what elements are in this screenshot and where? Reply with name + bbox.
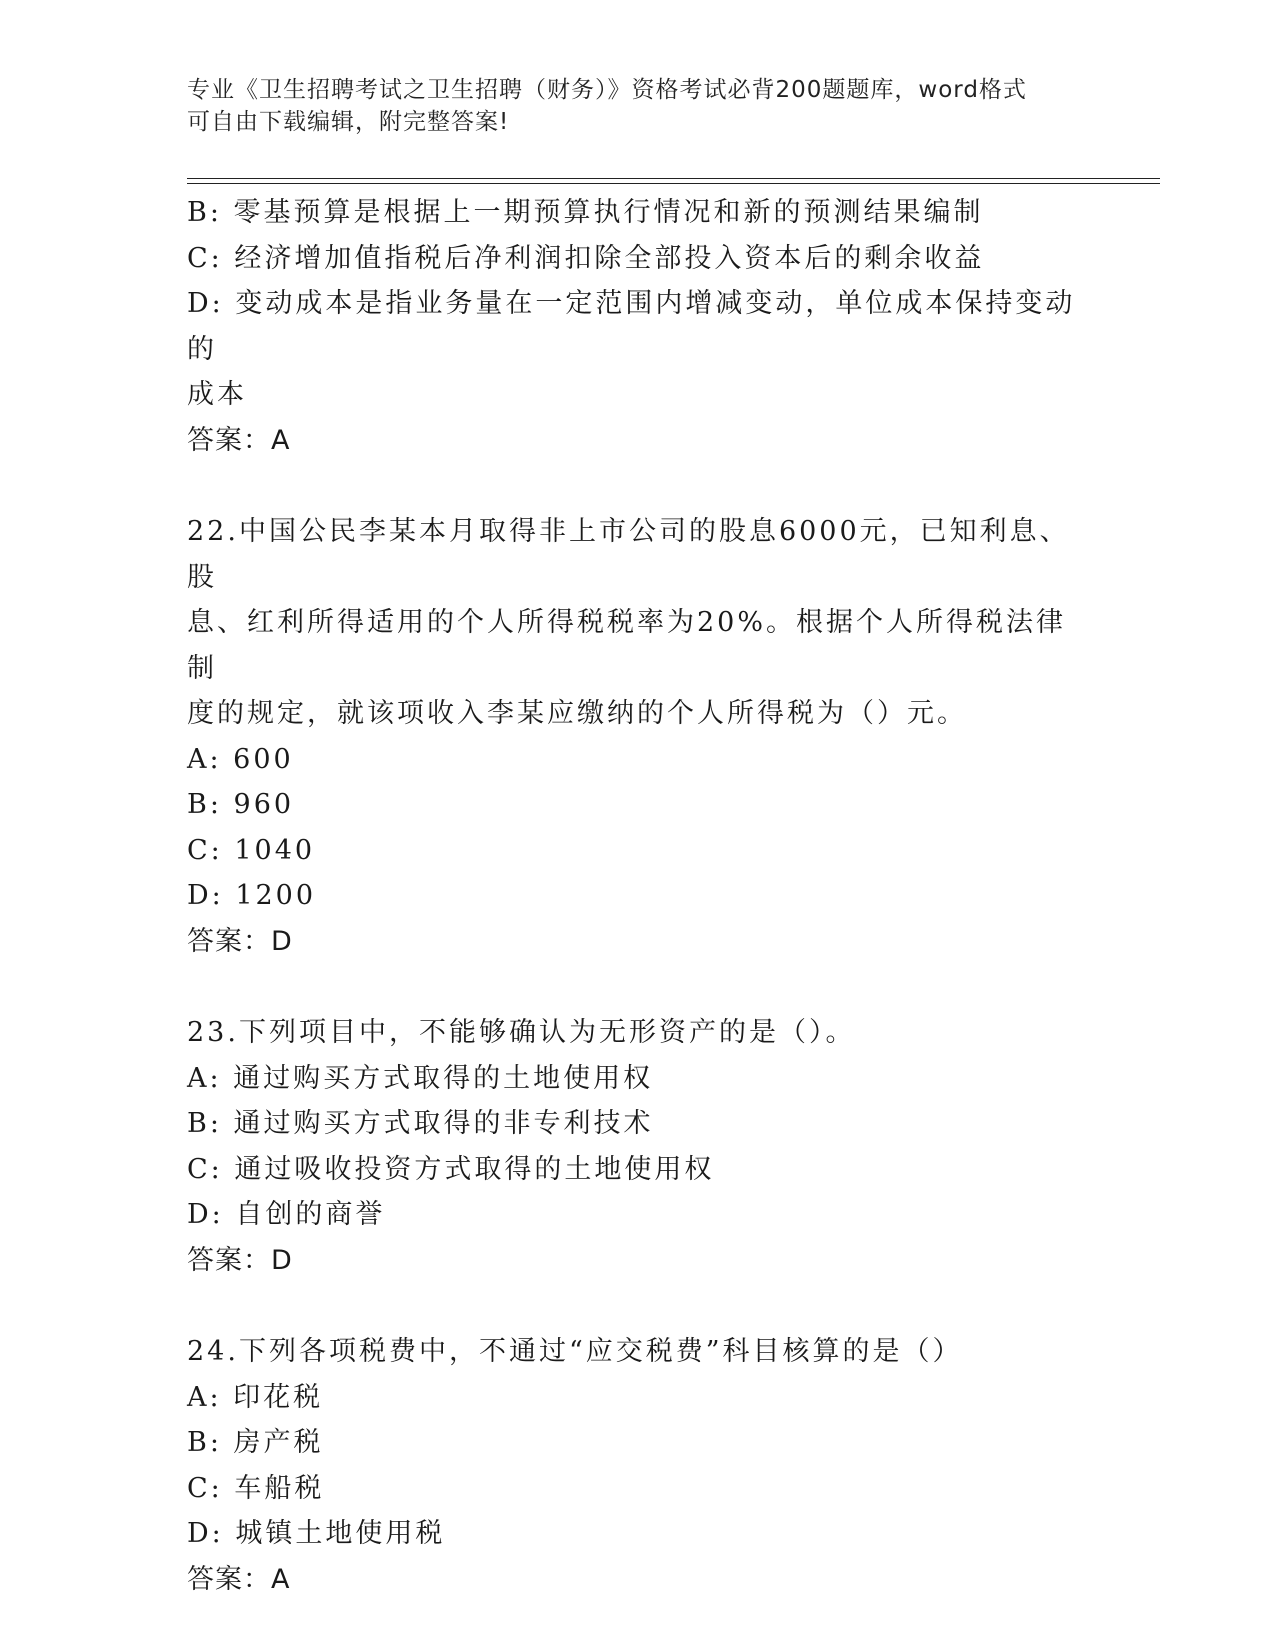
question-22 [187, 509, 1087, 964]
document-header [187, 74, 1077, 138]
question-content [187, 190, 1087, 1602]
option-d: D: 1200 [187, 880, 317, 911]
answer: 答案：D [187, 925, 293, 957]
question-stem: 度的规定，就该项收入李某应缴纳的个人所得税为（）元。 [187, 698, 967, 729]
option-d: D: 自创的商誉 [187, 1199, 386, 1230]
option-b: B: 房产税 [187, 1427, 324, 1458]
question-stem: 23.下列项目中，不能够确认为无形资产的是（）。 [187, 1017, 856, 1048]
answer: 答案：A [187, 1563, 291, 1595]
question-spacer [187, 463, 1087, 509]
question-stem: 22.中国公民李某本月取得非上市公司的股息6000元，已知利息、股 [187, 516, 1070, 593]
question-spacer [187, 964, 1087, 1010]
option-d: D: 变动成本是指业务量在一定范围内增减变动，单位成本保持变动的 [187, 288, 1076, 365]
question-24 [187, 1329, 1087, 1602]
option-c: C: 通过吸收投资方式取得的土地使用权 [187, 1153, 715, 1185]
option-b: B: 通过购买方式取得的非专利技术 [187, 1108, 654, 1139]
question-stem: 24.下列各项税费中，不通过“应交税费”科目核算的是（） [187, 1336, 963, 1367]
option-c: C: 经济增加值指税后净利润扣除全部投入资本后的剩余收益 [187, 242, 985, 274]
option-c: C: 车船税 [187, 1472, 325, 1504]
question-stem: 息、红利所得适用的个人所得税税率为20%。根据个人所得税法律制 [187, 607, 1067, 684]
option-a: A: 印花税 [187, 1381, 324, 1413]
answer: 答案：D [187, 1244, 293, 1276]
option-b: B: 960 [187, 789, 295, 820]
option-a: A: 600 [187, 743, 294, 775]
header-title-line-2: 可自由下载编辑，附完整答案! [187, 109, 510, 135]
question-spacer [187, 1283, 1087, 1329]
option-d-continued: 成本 [187, 379, 247, 410]
question-23 [187, 1010, 1087, 1283]
option-b: B: 零基预算是根据上一期预算执行情况和新的预测结果编制 [187, 197, 984, 228]
header-title-line-1: 专业《卫生招聘考试之卫生招聘（财务）》资格考试必背200题题库，word格式 [187, 77, 1027, 103]
option-a: A: 通过购买方式取得的土地使用权 [187, 1062, 654, 1094]
option-d: D: 城镇土地使用税 [187, 1518, 446, 1549]
answer: 答案：A [187, 424, 291, 456]
question-21-continued [187, 190, 1087, 463]
header-divider [187, 178, 1160, 184]
option-c: C: 1040 [187, 834, 316, 866]
